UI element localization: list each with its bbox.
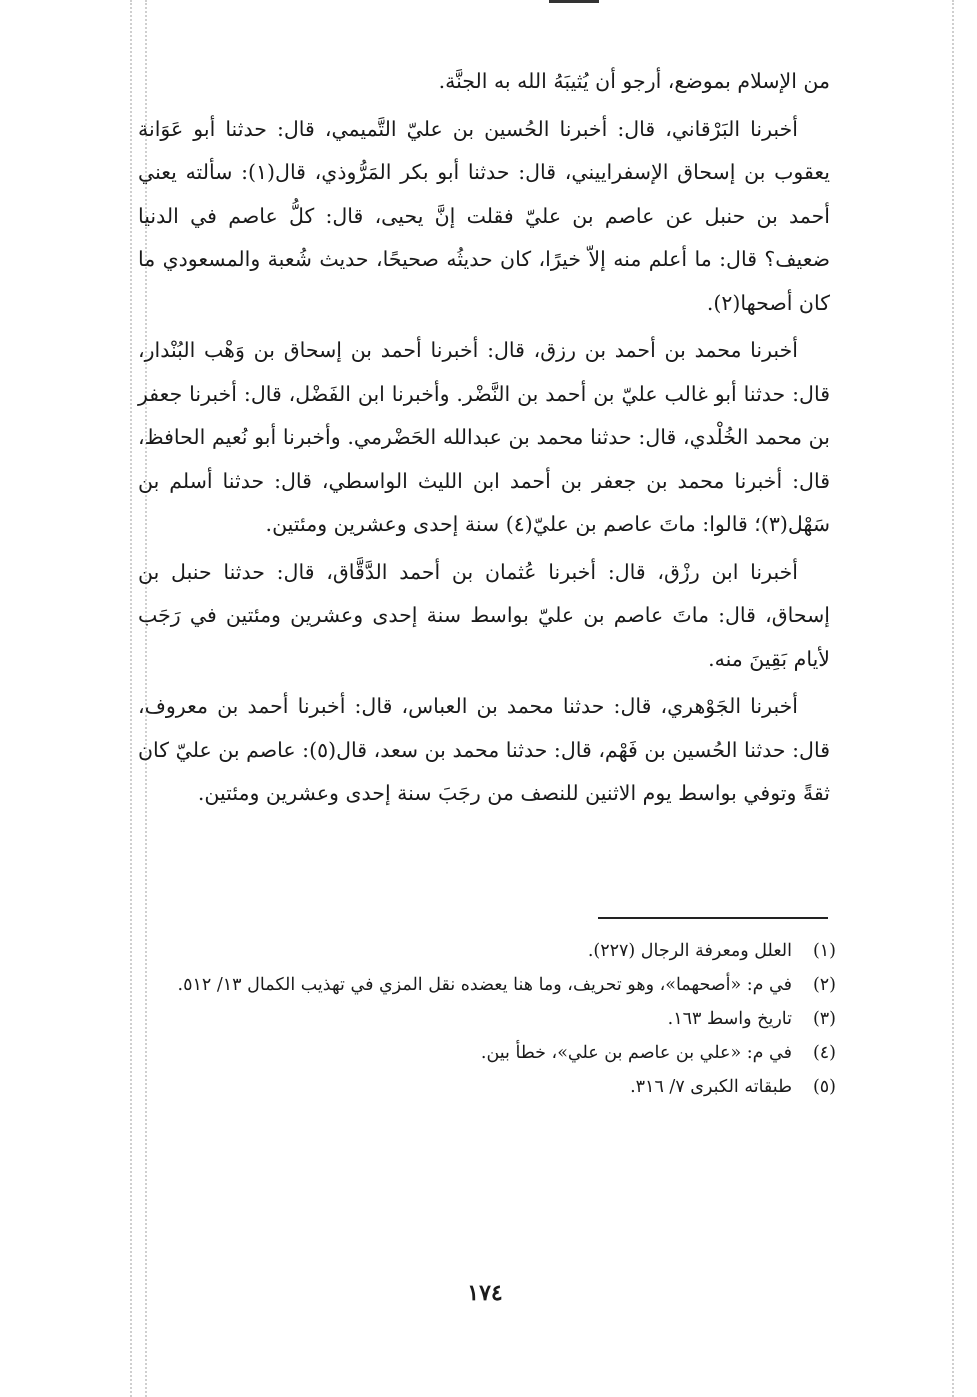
scan-dotted-line xyxy=(952,0,954,1397)
main-text xyxy=(138,60,830,820)
footnotes xyxy=(150,934,836,1104)
footnote-text: في م: «أصحهما»، وهو تحريف، وما هنا يعضده نقل المزي في تهذيب الكمال ١٣/ ٥١٢. xyxy=(177,975,792,995)
footnote-text: طبقاته الكبرى ٧/ ٣١٦. xyxy=(630,1077,792,1097)
paragraph: أخبرنا محمد بن أحمد بن رزق، قال: أخبرنا أحمد بن إسحاق بن وَهْب البُنْدار، قال: حدثنا أبو غالب عليّ بن أحمد بن النَّضْر. وأخبرنا ابن الفَضْل، قال: أخبرنا جعفر بن محمد الخُلْدي، قال: حدثنا محمد بن عبدالله الحَضْرمي. وأخبرنا أبو نُعيم الحافظ، قال: أخبرنا محمد بن جعفر بن أحمد ابن الليث الواسطي، قال: حدثنا أسلم بن سَهْل(٣)؛ قالوا: ماتَ عاصم بن عليّ(٤) سنة إحدى وعشرين ومئتين. xyxy=(138,338,830,536)
footnote-text: تاريخ واسط ١٦٣. xyxy=(667,1009,792,1029)
footnote xyxy=(150,968,836,1002)
top-edge-mark xyxy=(549,0,599,3)
footnote-number: (٢) xyxy=(812,975,836,995)
footnote-text: العلل ومعرفة الرجال (٢٢٧). xyxy=(587,941,792,961)
page-number: ١٧٤ xyxy=(467,1280,503,1306)
paragraph: أخبرنا ابن رزْق، قال: أخبرنا عُثمان بن أحمد الدَّقَّاق، قال: حدثنا حنبل بن إسحاق، قال: ماتَ عاصم بن عليّ بواسط سنة إحدى وعشرين ومئتين في رَجَب لأيام بَقِينَ منه. xyxy=(138,559,830,671)
footnote-number: (١) xyxy=(812,941,836,961)
footnote-number: (٥) xyxy=(812,1077,836,1097)
footnote-separator xyxy=(598,917,828,919)
footnote xyxy=(150,1070,836,1104)
footnote-number: (٣) xyxy=(812,1009,836,1029)
paragraph: أخبرنا الجَوْهري، قال: حدثنا محمد بن العباس، قال: أخبرنا أحمد بن معروف، قال: حدثنا الحُسين بن فَهْم، قال: حدثنا محمد بن سعد، قال(٥): عاصم بن عليّ كان ثقةً وتوفي بواسط يوم الاثنين للنصف من رجَبَ سنة إحدى وعشرين ومئتين. xyxy=(138,694,830,805)
paragraph: أخبرنا البَرْقاني، قال: أخبرنا الحُسين بن عليّ التَّميمي، قال: حدثنا أبو عَوَانة يعقوب بن إسحاق الإسفراييني، قال: حدثنا أبو بكر المَرُّوذي، قال(١): سألته يعني أحمد بن حنبل عن عاصم بن عليّ فقلت إنَّ يحيى، قال: كلُّ عاصم في الدنيا ضعيف؟ قال: ما أعلم منه إلاّ خيرًا، كان حديثُه صحيحًا، حديث شُعبة والمسعودي ما كان أصحها(٢). xyxy=(138,116,830,315)
footnote-number: (٤) xyxy=(812,1043,836,1063)
scan-dotted-line xyxy=(130,0,132,1397)
footnote xyxy=(150,1002,836,1036)
footnote xyxy=(150,934,836,968)
paragraph: من الإسلام بموضع، أرجو أن يُثيبَهُ الله به الجنَّة. xyxy=(438,69,830,93)
footnote-text: في م: «علي بن عاصم بن علي»، خطأ بين. xyxy=(480,1043,792,1063)
footnote xyxy=(150,1036,836,1070)
